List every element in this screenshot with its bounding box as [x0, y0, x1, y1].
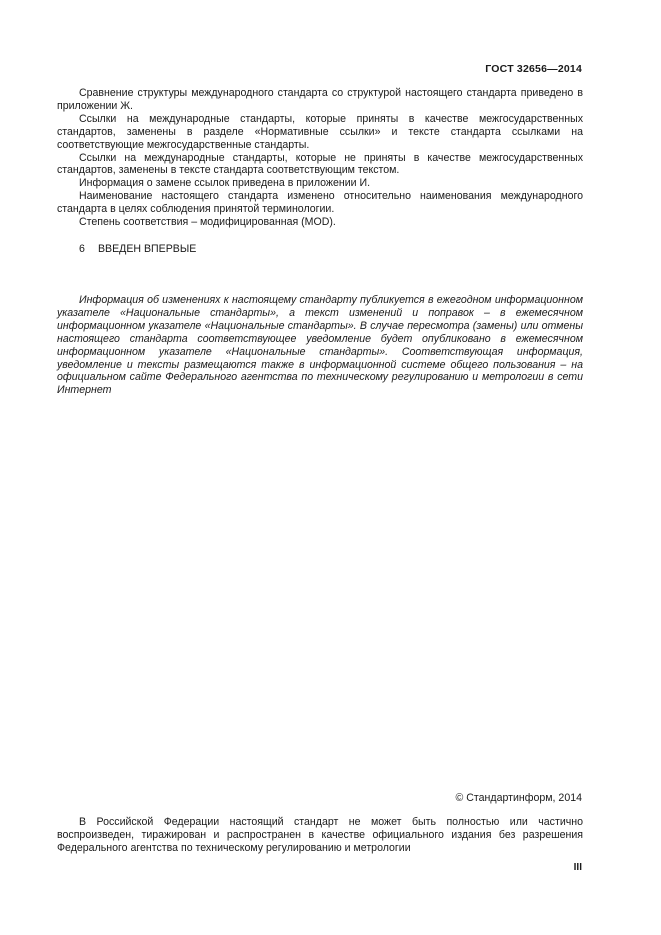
- legal-notice-text: В Российской Федерации настоящий стандарт не может быть полностью или частично воспроизведен, тиражирован и распространен в качестве официального издания без разрешения Федерального агентства по техническому регулированию и метрологии: [57, 816, 583, 854]
- paragraph-references-not-adopted: Ссылки на международные стандарты, которые не приняты в качестве межгосударственных стандартов, заменены в тексте стандарта соответствующим текстом.: [57, 151, 583, 177]
- info-note: [57, 294, 583, 397]
- paragraph-reference-replacement: Информация о замене ссылок приведена в приложении И.: [79, 177, 371, 190]
- standard-header: ГОСТ 32656—2014: [485, 63, 582, 75]
- paragraph-title-change: Наименование настоящего стандарта изменено относительно наименования международного стандарта в целях соблюдения принятой терминологии.: [57, 190, 583, 216]
- copyright: © Стандартинформ, 2014: [455, 792, 582, 804]
- foreword-text: [57, 87, 583, 229]
- legal-notice: [57, 816, 583, 855]
- paragraph-conformity-degree: Степень соответствия – модифицированная (MOD).: [79, 216, 336, 229]
- section-title: ВВЕДЕН ВПЕРВЫЕ: [97, 243, 197, 255]
- page-number: III: [573, 862, 582, 873]
- section-introduced: [79, 243, 196, 255]
- info-note-text: Информация об изменениях к настоящему стандарту публикуется в ежегодном информационном указателе «Национальные стандарты», а текст изменений и поправок – в ежемесячном информационном указателе «Национальные стандарты». В случае пересмотра (замены) или отмены настоящего стандарта соответствующее уведомление будет опубликовано в ежемесячном информационном указателе «Национальные стандарты». Соответствующая информация, уведомление и тексты размещаются также в информационной системе общего пользования – на официальном сайте Федерального агентства по техническому регулированию и метрологии в сети Интернет: [57, 294, 583, 397]
- paragraph-structure-comparison: Сравнение структуры международного стандарта со структурой настоящего стандарта приведено в приложении Ж.: [57, 87, 583, 112]
- section-number: 6: [79, 243, 85, 255]
- paragraph-references-adopted: Ссылки на международные стандарты, которые приняты в качестве межгосударственных стандартов, заменены в разделе «Нормативные ссылки» и тексте стандарта ссылками на соответствующие межгосударственные стандарты.: [57, 112, 583, 151]
